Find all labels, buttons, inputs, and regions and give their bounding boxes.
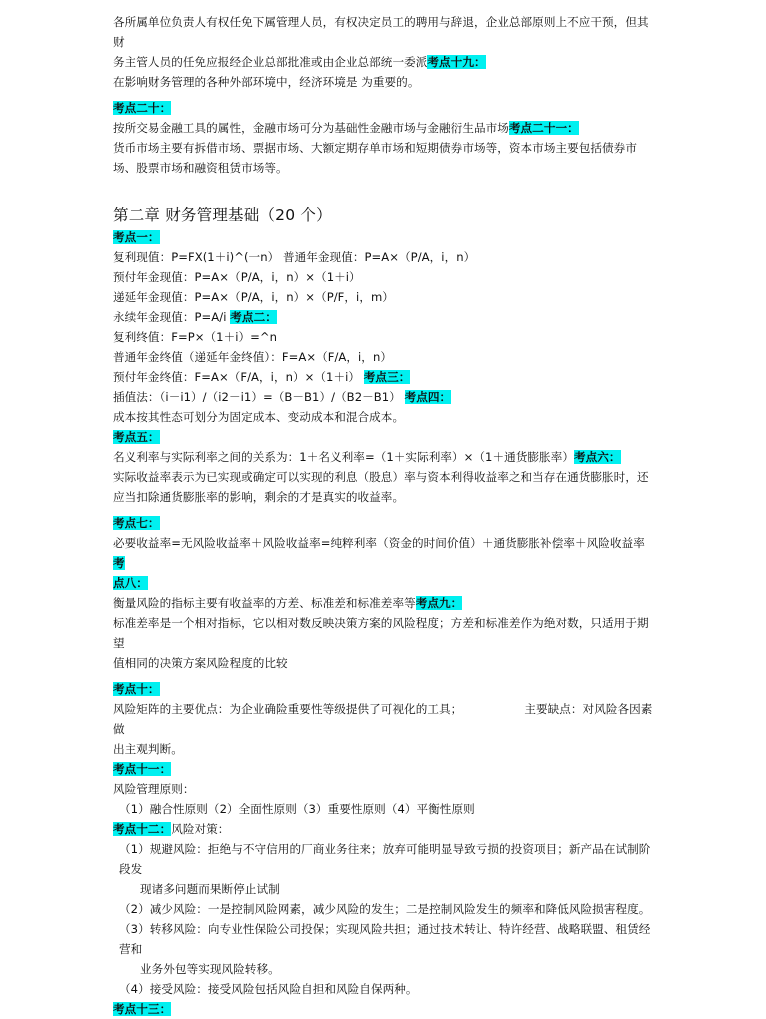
formula-line: 复利终值：F=P×（1＋i）=^n (113, 330, 278, 344)
text-line: 务主管人员的任免应报经企业总部批准或由企业总部统一委派考点十九： (113, 55, 486, 69)
text-line: （2）减少风险：一是控制风险网素，减少风险的发生；二是控制风险发生的频率和降低风险损害程度。 (119, 902, 651, 916)
formula-line: 永续年金现值：P=A/i 考点二： (113, 310, 277, 324)
formula-line: 预付年金现值：P=A×（P/A，i，n）×（1＋i） (113, 270, 361, 284)
point-tag: 考 (113, 556, 125, 570)
text-line: 按所交易金融工具的属性，金融市场可分为基础性金融市场与金融衍生品市场考点二十一： (113, 121, 579, 135)
point-tag: 考点十二： (113, 822, 172, 836)
text-line: 值相同的决策方案风险程度的比较 (113, 656, 288, 670)
point-tag: 考点六： (574, 450, 621, 464)
text-line (113, 427, 656, 447)
text-line: 在影响财务管理的各种外部环境中，经济环境是 为重要的。 (113, 75, 420, 89)
formula-line: 预付年金终值：F=A×（F/A，i，n）×（1＋i） 考点三： (113, 370, 411, 384)
text-line: 风险矩阵的主要优点：为企业确险重要性等级提供了可视化的工具； 主要缺点：对风险各因素做 (113, 702, 653, 736)
text-line (113, 573, 656, 593)
text-line: 应当扣除通货膨胀率的影响，剩余的才是真实的收益率。 (113, 490, 405, 504)
text-line: （3）转移风险：向专业性保险公司投保；实现风险共担；通过技术转让、特许经营、战略联盟、租赁经营和 (119, 922, 651, 956)
point-tag: 考点三： (363, 370, 411, 384)
text-line (113, 999, 656, 1019)
text-line: 名义利率与实际利率之间的关系为：1＋名义利率=（1＋实际利率）×（1＋通货膨胀率）考点六： (113, 450, 621, 464)
formula-line: 插值法：（i－i1）/（i2－i1）=（B－B1）/（B2－B1） 考点四： (113, 390, 452, 404)
text-line (113, 679, 656, 699)
text-line: 考点十二：风险对策： (113, 822, 230, 836)
text-line (113, 227, 656, 247)
point-tag: 考点二十一： (508, 121, 579, 135)
point-tag: 考点九： (415, 596, 463, 610)
text-line: 必要收益率=无风险收益率＋风险收益率=纯粹利率（资金的时间价值）＋通货膨胀补偿率＋风险收益率考 (113, 536, 645, 570)
point-tag: 考点十九： (427, 55, 486, 69)
text-line: 出主观判断。 (113, 742, 183, 756)
point-tag: 考点七： (113, 516, 160, 530)
text-line: 衡量风险的指标主要有收益率的方差、标准差和标准差率等考点九： (113, 596, 463, 610)
formula-line: 递延年金现值：P=A×（P/A，i，n）×（P/F，i，m） (113, 290, 394, 304)
point-tag: 考点十三： (113, 1002, 172, 1016)
text-line: （1）规避风险：拒绝与不守信用的厂商业务往来；放弃可能明显导致亏损的投资项目；新产品在试制阶段发 (119, 842, 651, 876)
text-line: 场、股票市场和融资租赁市场等。 (113, 161, 288, 175)
text-line (113, 98, 656, 118)
point-tag: 考点二十： (113, 101, 172, 115)
point-tag: 考点十： (113, 682, 160, 696)
formula-line: 普通年金终值（递延年金终值）：F=A×（F/A，i，n） (113, 350, 392, 364)
text-line: 风险管理原则： (113, 782, 195, 796)
text-line: （4）接受风险：接受风险包括风险自担和风险自保两种。 (119, 982, 418, 996)
text-line: 实际收益率表示为已实现或确定可以实现的利息（股息）率与资本利得收益率之和当存在通货膨胀时，还 (113, 470, 649, 484)
text-line (113, 513, 656, 533)
text-line: 标准差率是一个相对指标，它以相对数反映决策方案的风险程度；方差和标准差作为绝对数，只适用于期望 (113, 616, 649, 650)
text-line: 各所属单位负责人有权任免下属管理人员，有权决定员工的聘用与辞退，企业总部原则上不应干预，但其财 (113, 15, 649, 49)
text-line: 货币市场主要有拆借市场、票据市场、大额定期存单市场和短期债券市场等，资本市场主要包括债券市 (113, 141, 637, 155)
text-line: 业务外包等实现风险转移。 (140, 962, 280, 976)
text-line: （1）融合性原则（2）全面性原则（3）重要性原则（4）平衡性原则 (119, 802, 475, 816)
point-tag: 考点四： (404, 390, 452, 404)
chapter-heading: 第二章 财务管理基础（20 个） (113, 206, 332, 224)
point-tag: 考点一： (113, 230, 160, 244)
point-tag: 考点十一： (113, 762, 172, 776)
text-line: 现诸多问题而果断停止试制 (140, 882, 280, 896)
text-line: 成本按其性态可划分为固定成本、变动成本和混合成本。 (113, 410, 405, 424)
text-line (113, 759, 656, 779)
point-tag: 考点二： (230, 310, 277, 324)
point-tag: 考点五： (113, 430, 160, 444)
point-tag: 点八： (113, 576, 148, 590)
formula-line: 复利现值：P=FX(1＋i)^(一n） 普通年金现值：P=A×（P/A，i，n） (113, 250, 476, 264)
